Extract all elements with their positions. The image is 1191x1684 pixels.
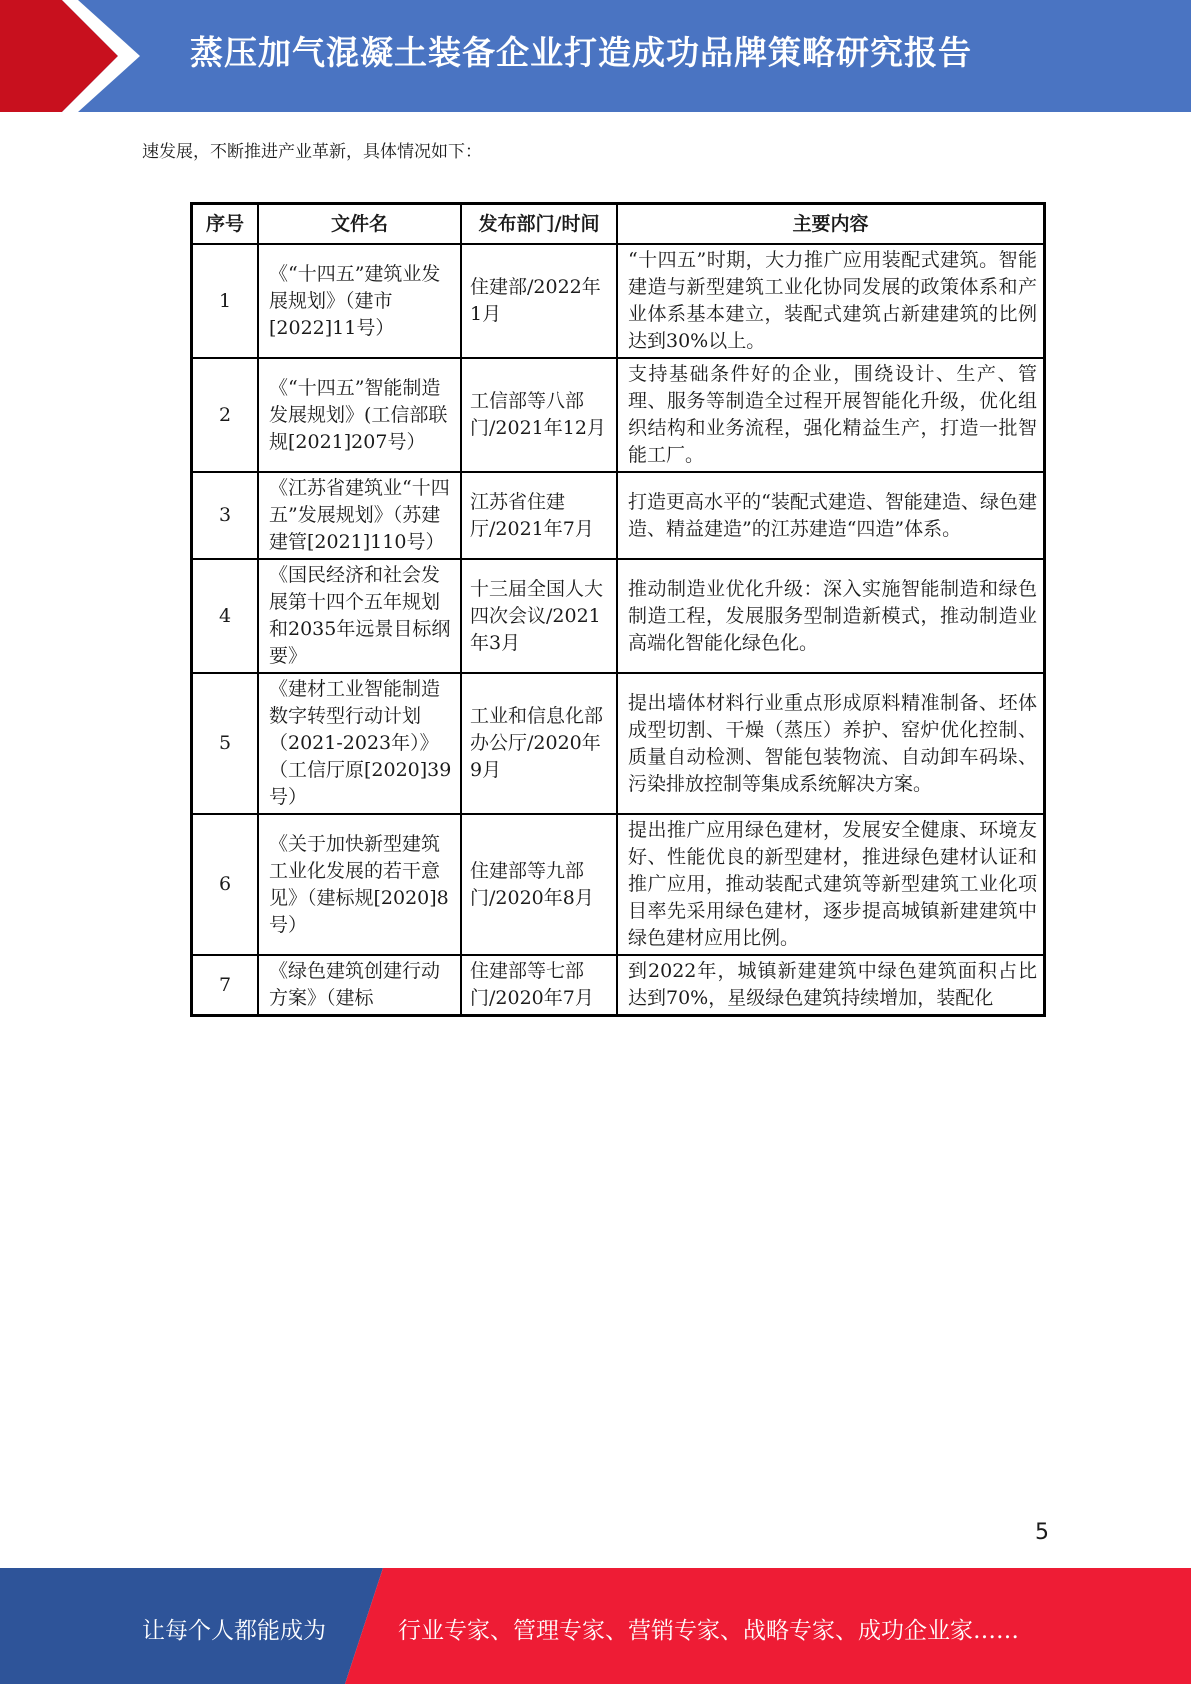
column-header-document-name: 文件名 [258, 204, 461, 245]
department-date: 住建部等九部门/2020年8月 [461, 814, 617, 955]
table-row [192, 955, 1045, 1016]
chevron-arrow-icon [0, 0, 160, 112]
main-content: 到2022年，城镇新建建筑中绿色建筑面积占比达到70%，星级绿色建筑持续增加，装配化 [617, 955, 1045, 1016]
document-name: 《江苏省建筑业“十四五”发展规划》（苏建建管[2021]110号） [258, 472, 461, 559]
report-title: 蒸压加气混凝土装备企业打造成功品牌策略研究报告 [190, 33, 972, 72]
column-header-department-date: 发布部门/时间 [461, 204, 617, 245]
row-index: 6 [192, 814, 259, 955]
department-date: 江苏省住建厅/2021年7月 [461, 472, 617, 559]
page-number: 5 [1035, 1520, 1049, 1545]
header-band [0, 0, 1191, 112]
main-content: “十四五”时期，大力推广应用装配式建筑。智能建造与新型建筑工业化协同发展的政策体系和产业体系基本建立，装配式建筑占新建建筑的比例达到30%以上。 [617, 244, 1045, 358]
department-date: 工信部等八部门/2021年12月 [461, 358, 617, 472]
table-row [192, 814, 1045, 955]
main-content: 提出推广应用绿色建材，发展安全健康、环境友好、性能优良的新型建材，推进绿色建材认证和推广应用，推动装配式建筑等新型建筑工业化项目率先采用绿色建材，逐步提高城镇新建建筑中绿色建材应用比例。 [617, 814, 1045, 955]
document-name: 《“十四五”智能制造发展规划》(工信部联规[2021]207号） [258, 358, 461, 472]
table-row [192, 559, 1045, 673]
row-index: 1 [192, 244, 259, 358]
row-index: 3 [192, 472, 259, 559]
table-row [192, 358, 1045, 472]
document-name: 《“十四五”建筑业发展规划》（建市[2022]11号） [258, 244, 461, 358]
document-name: 《建材工业智能制造数字转型行动计划（2021-2023年）》（工信厅原[2020]39号） [258, 673, 461, 814]
main-content: 支持基础条件好的企业，围绕设计、生产、管理、服务等制造全过程开展智能化升级，优化组织结构和业务流程，强化精益生产，打造一批智能工厂。 [617, 358, 1045, 472]
department-date: 十三届全国人大四次会议/2021年3月 [461, 559, 617, 673]
department-date: 住建部/2022年1月 [461, 244, 617, 358]
column-header-main-content: 主要内容 [617, 204, 1045, 245]
row-index: 4 [192, 559, 259, 673]
document-name: 《关于加快新型建筑工业化发展的若干意见》（建标规[2020]8号） [258, 814, 461, 955]
row-index: 5 [192, 673, 259, 814]
department-date: 工业和信息化部办公厅/2020年9月 [461, 673, 617, 814]
policy-table [190, 202, 1046, 1017]
table-row [192, 244, 1045, 358]
intro-text: 速发展，不断推进产业革新，具体情况如下： [142, 142, 482, 162]
main-content: 提出墙体材料行业重点形成原料精准制备、坯体成型切割、干燥（蒸压）养护、窑炉优化控制、质量自动检测、智能包装物流、自动卸车码垛、污染排放控制等集成系统解决方案。 [617, 673, 1045, 814]
footer-slogan-right: 行业专家、管理专家、营销专家、战略专家、成功企业家…… [398, 1618, 1019, 1644]
document-name: 《国民经济和社会发展第十四个五年规划和2035年远景目标纲要》 [258, 559, 461, 673]
row-index: 7 [192, 955, 259, 1016]
main-content: 推动制造业优化升级：深入实施智能制造和绿色制造工程，发展服务型制造新模式，推动制造业高端化智能化绿色化。 [617, 559, 1045, 673]
document-name: 《绿色建筑创建行动方案》（建标 [258, 955, 461, 1016]
table-header-row [192, 204, 1045, 245]
main-content: 打造更高水平的“装配式建造、智能建造、绿色建造、精益建造”的江苏建造“四造”体系。 [617, 472, 1045, 559]
table-row [192, 472, 1045, 559]
footer-band [0, 1568, 1191, 1684]
footer-slogan-left: 让每个人都能成为 [142, 1618, 326, 1644]
table-row [192, 673, 1045, 814]
department-date: 住建部等七部门/2020年7月 [461, 955, 617, 1016]
column-header-index: 序号 [192, 204, 259, 245]
row-index: 2 [192, 358, 259, 472]
